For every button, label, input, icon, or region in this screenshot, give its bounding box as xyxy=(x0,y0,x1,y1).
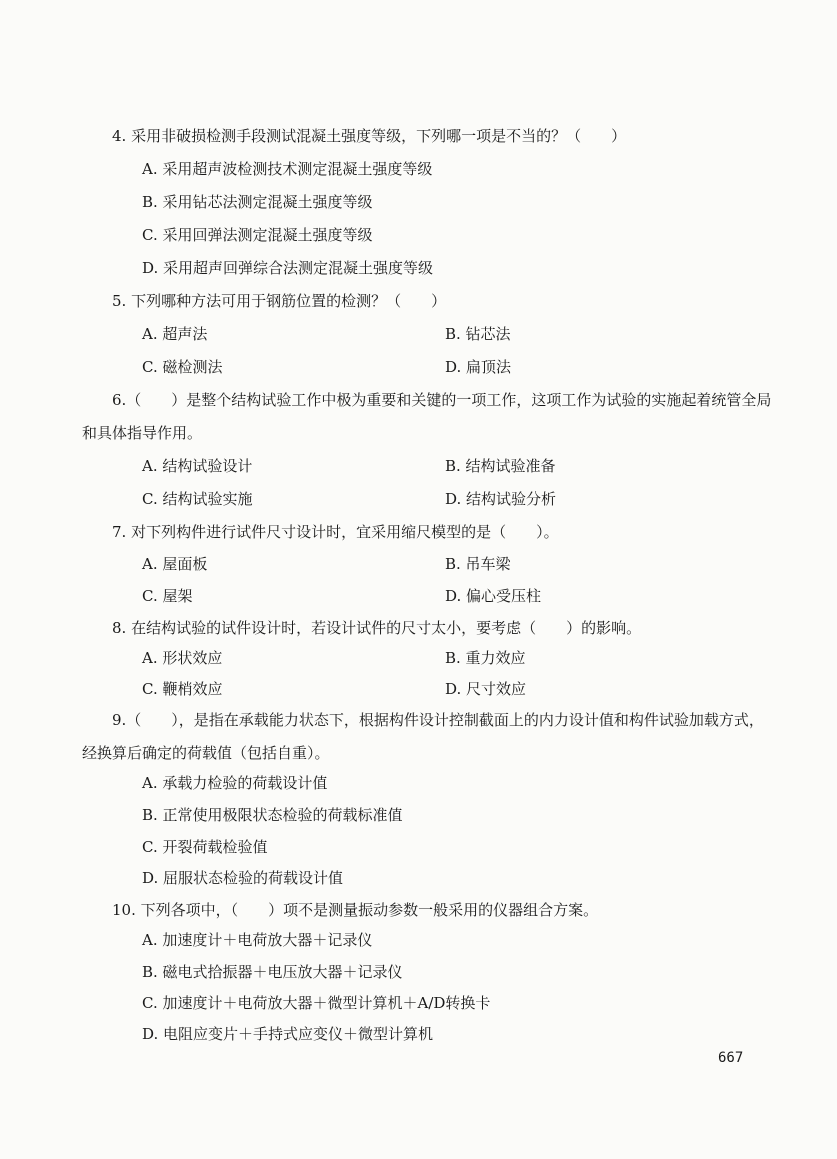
question-9-option-d: D. 屈服状态检验的荷载设计值 xyxy=(142,869,344,887)
question-8-option-b: B. 重力效应 xyxy=(445,649,526,667)
question-6-option-b: B. 结构试验准备 xyxy=(445,457,556,475)
question-5-option-c: C. 磁检测法 xyxy=(142,358,223,376)
question-6-option-a: A. 结构试验设计 xyxy=(142,457,253,475)
question-9-option-b: B. 正常使用极限状态检验的荷载标准值 xyxy=(142,806,403,824)
question-10-stem: 10. 下列各项中，（ ）项不是测量振动参数一般采用的仪器组合方案。 xyxy=(112,901,599,919)
question-6-stem: 6.（ ）是整个结构试验工作中极为重要和关键的一项工作，这项工作为试验的实施起着统管全局和具体指导作用。 xyxy=(82,391,772,442)
question-8-stem: 8. 在结构试验的试件设计时，若设计试件的尺寸太小，要考虑（ ）的影响。 xyxy=(112,619,642,637)
question-7-option-b: B. 吊车梁 xyxy=(445,555,511,573)
question-9-option-a: A. 承载力检验的荷载设计值 xyxy=(142,774,328,792)
question-4-option-a: A. 采用超声波检测技术测定混凝土强度等级 xyxy=(142,160,433,178)
question-5-option-a: A. 超声法 xyxy=(142,325,208,343)
question-5-stem: 5. 下列哪种方法可用于钢筋位置的检测？（ ） xyxy=(112,292,447,310)
question-4-option-c: C. 采用回弹法测定混凝土强度等级 xyxy=(142,226,373,244)
question-4-option-b: B. 采用钻芯法测定混凝土强度等级 xyxy=(142,193,373,211)
question-4-stem: 4. 采用非破损检测手段测试混凝土强度等级，下列哪一项是不当的？（ ） xyxy=(112,127,627,145)
question-6-option-c: C. 结构试验实施 xyxy=(142,490,253,508)
question-7-option-c: C. 屋架 xyxy=(142,587,193,605)
question-5-option-b: B. 钻芯法 xyxy=(445,325,511,343)
question-8-option-a: A. 形状效应 xyxy=(142,649,223,667)
question-4-option-d: D. 采用超声回弹综合法测定混凝土强度等级 xyxy=(142,259,434,277)
question-5-option-d: D. 扁顶法 xyxy=(445,358,512,376)
question-10-option-b: B. 磁电式拾振器＋电压放大器＋记录仪 xyxy=(142,963,403,981)
question-8-option-c: C. 鞭梢效应 xyxy=(142,680,223,698)
question-7-option-a: A. 屋面板 xyxy=(142,555,208,573)
question-10-option-c: C. 加速度计＋电荷放大器＋微型计算机＋A/D转换卡 xyxy=(142,994,491,1012)
page-number: 667 xyxy=(718,1050,744,1066)
question-9-stem: 9.（ ），是指在承载能力状态下，根据构件设计控制截面上的内力设计值和构件试验加载方式，经换算后确定的荷载值（包括自重）。 xyxy=(82,711,764,762)
question-6-option-d: D. 结构试验分析 xyxy=(445,490,557,508)
question-7-option-d: D. 偏心受压柱 xyxy=(445,587,542,605)
question-10-option-d: D. 电阻应变片＋手持式应变仪＋微型计算机 xyxy=(142,1025,434,1043)
question-7-stem: 7. 对下列构件进行试件尺寸设计时，宜采用缩尺模型的是（ ）。 xyxy=(112,523,559,541)
question-9-option-c: C. 开裂荷载检验值 xyxy=(142,838,268,856)
question-8-option-d: D. 尺寸效应 xyxy=(445,680,527,698)
question-10-option-a: A. 加速度计＋电荷放大器＋记录仪 xyxy=(142,931,373,949)
